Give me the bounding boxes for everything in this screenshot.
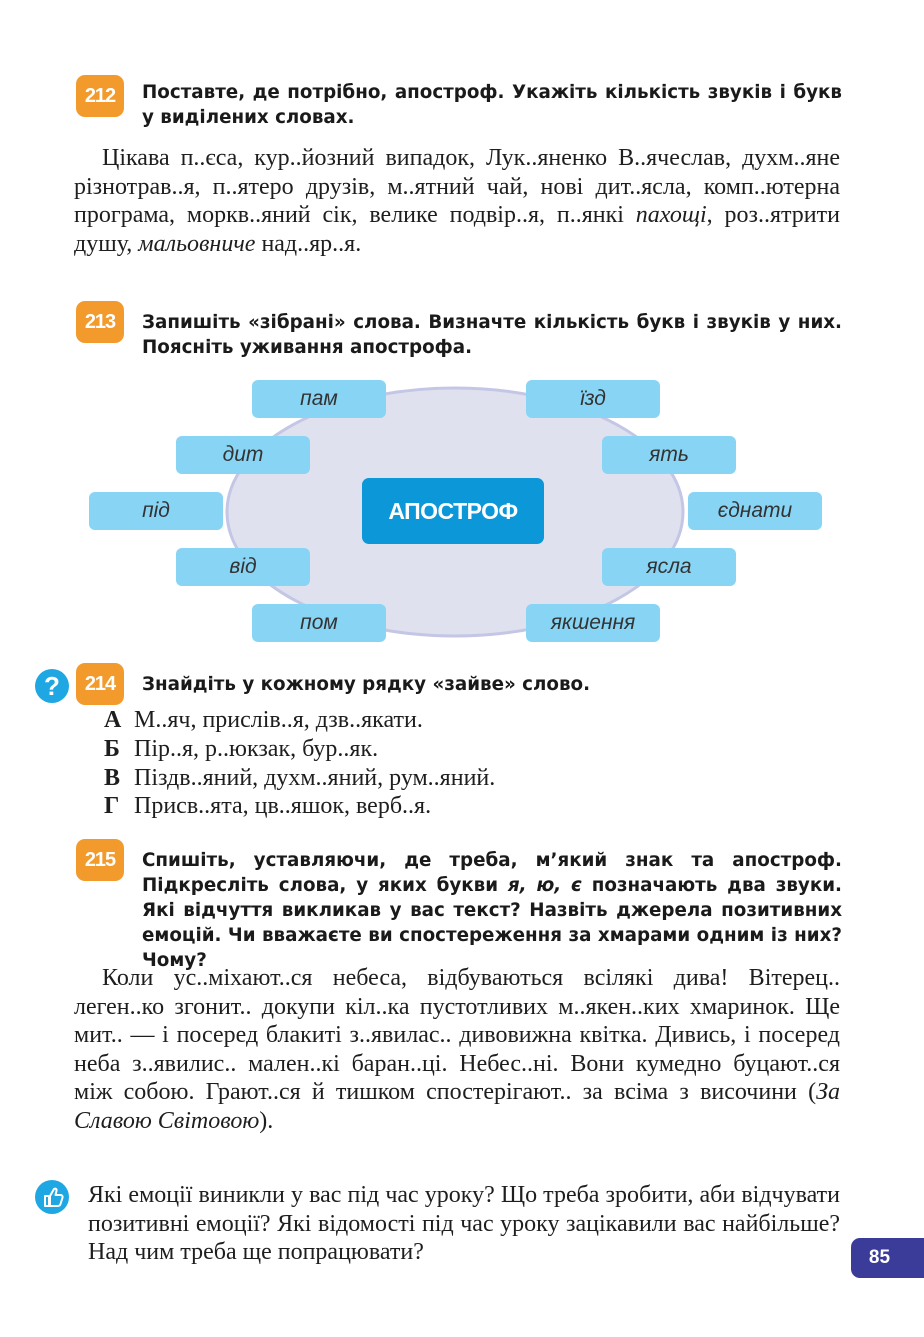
word-part-left: пам [252, 380, 386, 418]
text-fragment: , роз..ятрити душу, [74, 202, 840, 257]
option-letter: А [104, 707, 122, 733]
diagram-center: АПОСТРОФ [362, 478, 544, 544]
option-row [104, 735, 495, 764]
option-text: Присв..ята, цв..яшок, верб..я. [134, 793, 432, 820]
word-part-right: їзд [526, 380, 660, 418]
word-part-left: від [176, 548, 310, 586]
exercise-number-badge: 212 [76, 75, 124, 117]
highlighted-word: мальовниче [138, 230, 256, 257]
option-row [104, 706, 495, 735]
word-part-right: ять [602, 436, 736, 474]
option-row [104, 792, 495, 821]
word-part-left: пом [252, 604, 386, 642]
option-text: Пір..я, р..юкзак, бур..як. [134, 735, 379, 762]
option-row [104, 764, 495, 793]
text-fragment: ). [259, 1107, 274, 1134]
text-fragment: Коли ус..міхают..ся небеса, відбуваються всілякі дива! Вітерец.. леген..ко згонит.. докупи кіл..ка пустотливих м..якен..ких хмаринок. Ще мит.. — і посеред блакиті з..явилас.. дивовижна квітка. Дивись, і посеред неба з..явилис.. мален..кі баран..ці. Небес..ні. Вони кумедно буцают..ся між собою. Грают..ся й тишком спостерігают.. за всіма з височини ( [74, 965, 840, 1106]
thumbs-up-icon [35, 1180, 69, 1214]
page-number: 85 [851, 1238, 924, 1278]
word-part-left: під [89, 492, 223, 530]
option-letter: Г [104, 793, 120, 820]
exercise-task: Поставте, де потрібно, апостроф. Укажіть кількість звуків і букв у виділених словах. [142, 82, 842, 128]
option-letter: Б [104, 735, 120, 762]
question-icon: ? [35, 669, 69, 703]
exercise-number-badge: 213 [76, 301, 124, 343]
exercise-task: Запишіть «зібрані» слова. Визначте кількість букв і звуків у них. Поясніть уживання апострофа. [142, 312, 842, 358]
word-part-left: дит [176, 436, 310, 474]
answer-options [104, 706, 495, 821]
reflection-paragraph: Які емоції виникли у вас під час уроку? Що треба зробити, аби відчувати позитивні емоції? Які відомості під час уроку зацікавили вас найбільше? Над чим треба ще попрацювати? [88, 1182, 840, 1266]
option-text: М..яч, прислів..я, дзв..якати. [134, 707, 423, 733]
highlighted-word: пахощі [635, 202, 707, 229]
task-letters: я, ю, є [507, 875, 582, 896]
word-part-right: єднати [688, 492, 822, 530]
word-part-right: ясла [602, 548, 736, 586]
option-text: Піздв..яний, духм..яний, рум..яний. [134, 764, 496, 791]
reflection-text [88, 1181, 840, 1267]
word-part-right: якшення [526, 604, 660, 642]
exercise-task [142, 848, 842, 973]
exercise-task: Знайдіть у кожному рядку «зайве» слово. [142, 674, 591, 695]
source-author: За Славою Світовою [74, 1079, 840, 1134]
text-fragment: над..яр..я. [255, 230, 362, 257]
exercise-number-badge: 214 [76, 663, 124, 705]
exercise-number-badge: 215 [76, 839, 124, 881]
text-fragment: Цікава п..єса, кур..йозний випадок, Лук..яненко В..ячеслав, духм..яне різнотрав..я, п..ятеро друзів, м..ятний чай, нові дит..ясла, комп..ютерна програма, моркв..яний сік, велике подвір..я, п..янкі [74, 145, 840, 229]
option-letter: В [104, 764, 121, 791]
task-fragment: Спишіть, уставляючи, де треба, м’який знак та апостроф. Підкресліть слова, у яких букви [142, 850, 842, 896]
exercise-text [74, 964, 840, 1136]
task-fragment: позначають два звуки. Які відчуття викликав у вас текст? Назвіть джерела позитивних емоцій. Чи вважаєте ви спостереження за хмарами одним із них? Чому? [142, 875, 842, 971]
